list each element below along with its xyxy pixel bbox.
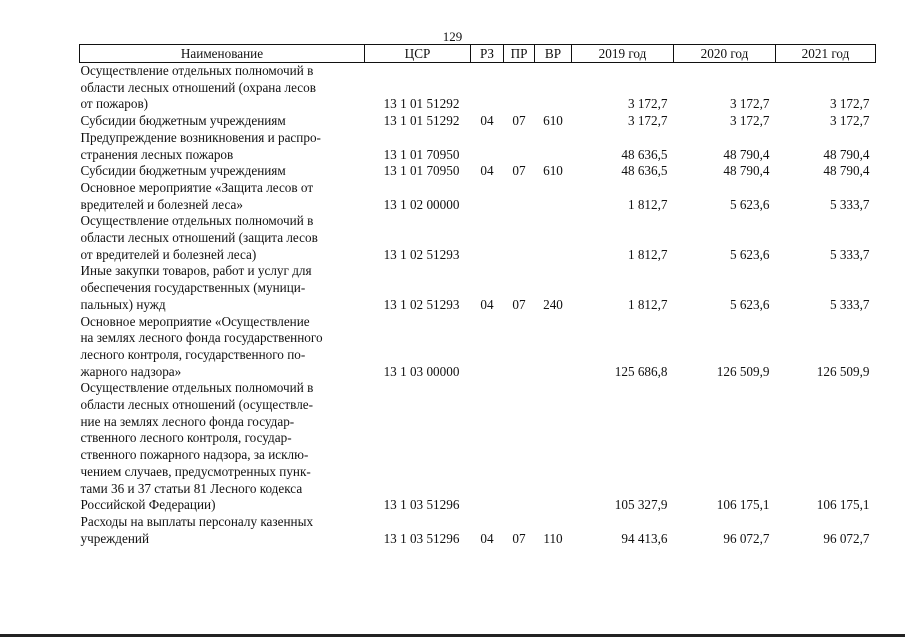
- row-rz: 04: [480, 113, 494, 129]
- row-name-line: пальных) нужд: [80, 296, 166, 312]
- row-name-line: Осуществление отдельных полномочий в: [80, 213, 314, 229]
- row-csr: 13 1 03 51296: [383, 530, 460, 546]
- row-pr: [504, 213, 535, 263]
- row-name: [80, 63, 365, 114]
- table-body: [80, 63, 876, 548]
- row-name-line: от вредителей и болезней леса): [80, 246, 257, 262]
- row-rz: [471, 213, 504, 263]
- row-value-2021: 48 790,4: [823, 163, 870, 179]
- row-vr: [535, 213, 572, 263]
- row-value-2019: 48 636,5: [621, 146, 668, 162]
- row-name: [80, 213, 365, 263]
- row-vr: [535, 314, 572, 381]
- header-pr: ПР: [504, 45, 535, 63]
- row-csr: 13 1 01 51292: [383, 113, 460, 129]
- row-value-2020: 106 175,1: [716, 497, 770, 513]
- header-2021: 2021 год: [776, 45, 876, 63]
- row-pr: [504, 314, 535, 381]
- header-vr: ВР: [535, 45, 572, 63]
- row-value-2020: 48 790,4: [723, 146, 770, 162]
- row-name: [80, 113, 365, 130]
- table-row: [80, 130, 876, 163]
- row-value-2020: 96 072,7: [723, 530, 770, 546]
- header-rz: РЗ: [471, 45, 504, 63]
- row-name-line: лесного контроля, государственного по-: [80, 346, 306, 362]
- row-rz: [471, 130, 504, 163]
- row-value-2021: 106 175,1: [816, 497, 870, 513]
- row-name-line: области лесных отношений (осуществле-: [80, 397, 314, 413]
- row-name-line: учреждений: [80, 530, 150, 546]
- row-value-2019: 1 812,7: [627, 296, 668, 312]
- row-name: [80, 314, 365, 381]
- row-vr: 610: [543, 113, 563, 129]
- row-rz: [471, 314, 504, 381]
- row-value-2021: 5 333,7: [829, 196, 870, 212]
- row-value-2021: 48 790,4: [823, 146, 870, 162]
- row-vr: [535, 380, 572, 514]
- row-value-2019: 1 812,7: [627, 246, 668, 262]
- table-row: [80, 163, 876, 180]
- bottom-scan-edge: [0, 634, 905, 637]
- row-name: [80, 163, 365, 180]
- table-row: [80, 314, 876, 381]
- row-value-2020: 3 172,7: [729, 96, 770, 112]
- page-number: 129: [442, 29, 463, 44]
- row-value-2021: 5 333,7: [829, 296, 870, 312]
- row-rz: 04: [480, 163, 494, 179]
- row-name-line: области лесных отношений (защита лесов: [80, 230, 318, 246]
- budget-table: [79, 44, 876, 547]
- row-name-line: области лесных отношений (охрана лесов: [80, 79, 316, 95]
- row-pr: [504, 63, 535, 114]
- row-pr: 07: [512, 163, 526, 179]
- row-rz: [471, 180, 504, 213]
- row-value-2021: 126 509,9: [816, 363, 870, 379]
- row-name-line: вредителей и болезней леса»: [80, 196, 243, 212]
- row-name-line: Российской Федерации): [80, 497, 216, 513]
- row-name-line: Основное мероприятие «Защита лесов от: [80, 179, 314, 195]
- row-name: [80, 514, 365, 547]
- row-name-line: чением случаев, предусмотренных пунк-: [80, 463, 311, 479]
- row-value-2021: 5 333,7: [829, 246, 870, 262]
- row-name-line: от пожаров): [80, 96, 149, 112]
- row-csr: 13 1 02 51293: [383, 246, 460, 262]
- table-row: [80, 263, 876, 313]
- row-value-2020: 5 623,6: [729, 196, 770, 212]
- row-pr: 07: [512, 113, 526, 129]
- row-pr: 07: [512, 530, 526, 546]
- row-csr: 13 1 03 00000: [383, 363, 460, 379]
- row-csr: 13 1 02 51293: [383, 296, 460, 312]
- table-header: [80, 45, 876, 63]
- row-value-2019: 94 413,6: [621, 530, 668, 546]
- header-2019: 2019 год: [572, 45, 674, 63]
- row-value-2021: 3 172,7: [829, 113, 870, 129]
- table-row: [80, 63, 876, 114]
- header-2020: 2020 год: [674, 45, 776, 63]
- row-name-line: Субсидии бюджетным учреждениям: [80, 163, 286, 179]
- row-value-2019: 1 812,7: [627, 196, 668, 212]
- row-name-line: Расходы на выплаты персоналу казенных: [80, 513, 314, 529]
- row-csr: 13 1 02 00000: [383, 196, 460, 212]
- row-vr: 110: [543, 530, 563, 546]
- row-value-2019: 125 686,8: [614, 363, 668, 379]
- row-pr: 07: [512, 296, 526, 312]
- row-name-line: обеспечения государственных (муници-: [80, 280, 306, 296]
- row-vr: [535, 130, 572, 163]
- row-pr: [504, 180, 535, 213]
- table-row: [80, 213, 876, 263]
- row-rz: [471, 380, 504, 514]
- row-rz: [471, 63, 504, 114]
- row-csr: 13 1 01 70950: [383, 146, 460, 162]
- row-value-2020: 5 623,6: [729, 246, 770, 262]
- header-name: Наименование: [80, 45, 365, 63]
- row-value-2019: 3 172,7: [627, 96, 668, 112]
- row-name-line: Осуществление отдельных полномочий в: [80, 380, 314, 396]
- header-csr: ЦСР: [365, 45, 471, 63]
- row-name: [80, 263, 365, 313]
- row-name-line: Субсидии бюджетным учреждениям: [80, 113, 286, 129]
- row-vr: [535, 180, 572, 213]
- table-row: [80, 380, 876, 514]
- row-pr: [504, 130, 535, 163]
- row-name-line: жарного надзора»: [80, 363, 182, 379]
- row-name-line: ние на землях лесного фонда государ-: [80, 413, 295, 429]
- row-vr: 240: [543, 296, 563, 312]
- row-value-2019: 105 327,9: [614, 497, 668, 513]
- row-name-line: странения лесных пожаров: [80, 146, 234, 162]
- row-name-line: Осуществление отдельных полномочий в: [80, 63, 314, 78]
- table-row: [80, 113, 876, 130]
- table-row: [80, 180, 876, 213]
- row-value-2019: 3 172,7: [627, 113, 668, 129]
- row-csr: 13 1 01 70950: [383, 163, 460, 179]
- row-pr: [504, 380, 535, 514]
- row-vr: 610: [543, 163, 563, 179]
- row-value-2020: 3 172,7: [729, 113, 770, 129]
- header-row: [80, 45, 876, 63]
- row-name-line: ственного лесного контроля, государ-: [80, 430, 292, 446]
- row-value-2020: 126 509,9: [716, 363, 770, 379]
- row-rz: 04: [480, 296, 494, 312]
- row-value-2021: 3 172,7: [829, 96, 870, 112]
- row-name: [80, 130, 365, 163]
- row-value-2020: 5 623,6: [729, 296, 770, 312]
- row-value-2020: 48 790,4: [723, 163, 770, 179]
- row-name-line: на землях лесного фонда государственного: [80, 330, 323, 346]
- row-name-line: Основное мероприятие «Осуществление: [80, 313, 310, 329]
- row-value-2019: 48 636,5: [621, 163, 668, 179]
- row-name: [80, 380, 365, 514]
- row-value-2021: 96 072,7: [823, 530, 870, 546]
- row-name-line: тами 36 и 37 статьи 81 Лесного кодекса: [80, 480, 303, 496]
- row-name-line: ственного пожарного надзора, за исклю-: [80, 447, 309, 463]
- row-name-line: Предупреждение возникновения и распро-: [80, 129, 321, 145]
- budget-table-container: [79, 44, 875, 547]
- row-name: [80, 180, 365, 213]
- row-vr: [535, 63, 572, 114]
- row-csr: 13 1 01 51292: [383, 96, 460, 112]
- table-row: [80, 514, 876, 547]
- row-rz: 04: [480, 530, 494, 546]
- row-csr: 13 1 03 51296: [383, 497, 460, 513]
- row-name-line: Иные закупки товаров, работ и услуг для: [80, 263, 312, 279]
